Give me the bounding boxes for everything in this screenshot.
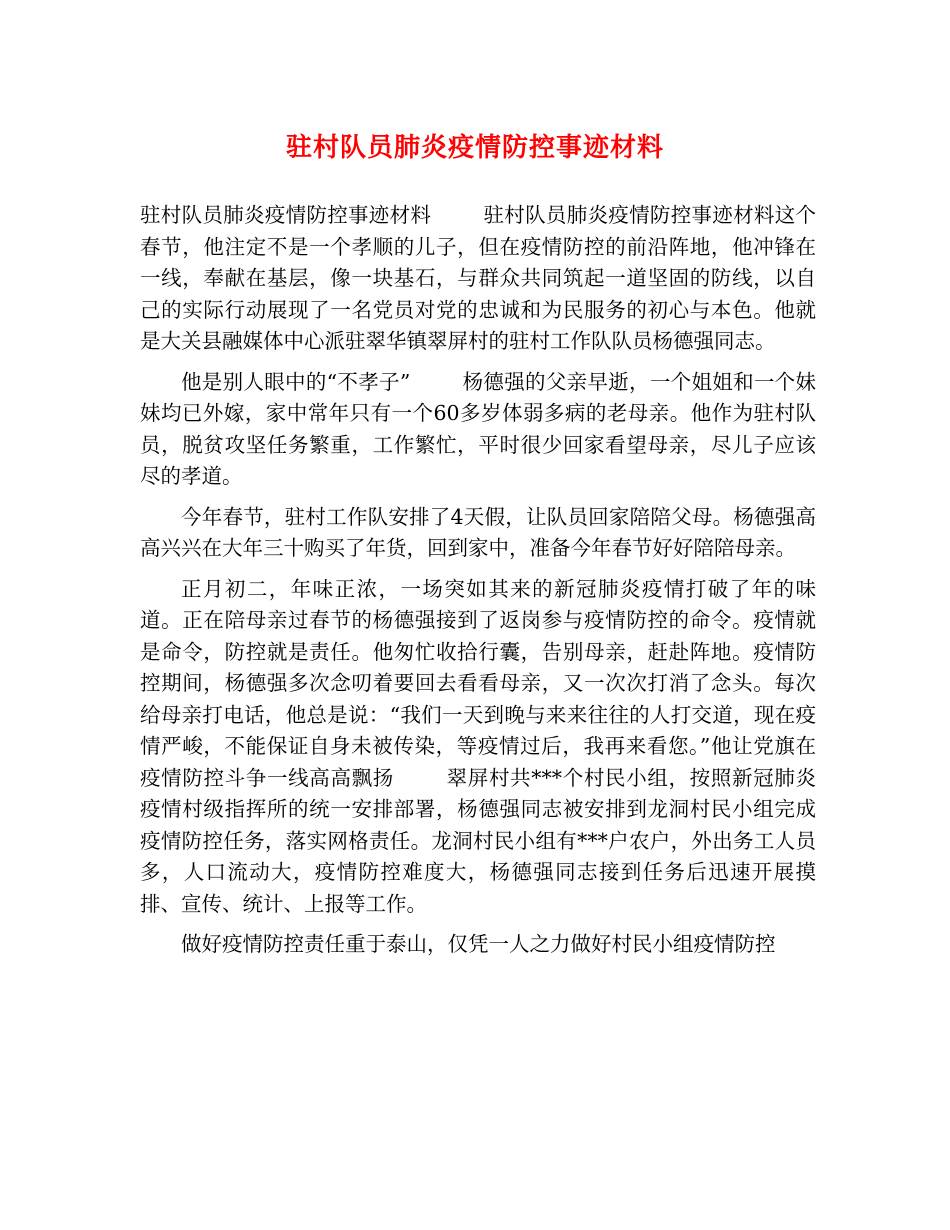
paragraph-5-heading: 他让党旗在疫情防控斗争一线高高飘扬 (140, 734, 816, 790)
paragraph-1 (140, 200, 816, 358)
paragraph-2-heading: 他是别人眼中的“不孝子” (181, 369, 411, 394)
paragraph-6 (140, 929, 816, 961)
paragraph-3 (140, 502, 816, 565)
paragraph-5-text: 翠屏村共***个村民小组，按照新冠肺炎疫情村级指挥所的统一安排部署，杨德强同志被安排到龙洞村民小组完成疫情防控任务，落实网格责任。龙洞村民小组有***户农户，外出务工人员多，人口流动大，疫情防控难度大，杨德强同志接到任务后迅速开展摸排、宣传、统计、上报等工作。 (140, 765, 817, 916)
paragraph-2-text: 杨德强的父亲早逝，一个姐姐和一个妹妹均已外嫁，家中常年只有一个60多岁体弱多病的老母亲。他作为驻村队员，脱贫攻坚任务繁重，工作繁忙，平时很少回家看望母亲，尽儿子应该尽的孝道。 (140, 369, 816, 488)
document-body (140, 200, 816, 970)
paragraph-3-text: 今年春节，驻村工作队安排了4天假，让队员回家陪陪父母。杨德强高高兴兴在大年三十购买了年货，回到家中，准备今年春节好好陪陪母亲。 (140, 504, 816, 560)
paragraph-1-heading: 驻村队员肺炎疫情防控事迹材料 (140, 203, 432, 227)
paragraph-6-text: 做好疫情防控责任重于泰山，仅凭一人之力做好村民小组疫情防控 (181, 932, 776, 956)
paragraph-4-text: 正月初二，年味正浓，一场突如其来的新冠肺炎疫情打破了年的味道。正在陪母亲过春节的杨德强接到了返岗参与疫情防控的命令。疫情就是命令，防控就是责任。他匆忙收拾行囊，告别母亲，赶赴阵地。疫情防控期间，杨德强多次念叨着要回去看看母亲，又一次次打消了念头。每次给母亲打电话，他总是说：“我们一天到晚与来来往往的人打交道，现在疫情严峻，不能保证自身未被传染，等疫情过后，我再来看您。” (140, 576, 816, 758)
document-title: 驻村队员肺炎疫情防控事迹材料 (285, 133, 664, 163)
paragraph-1-text: 驻村队员肺炎疫情防控事迹材料这个春节，他注定不是一个孝顺的儿子，但在疫情防控的前沿阵地，他冲锋在一线，奉献在基层，像一块基石，与群众共同筑起一道坚固的防线，以自己的实际行动展现了一名党员对党的忠诚和为民服务的初心与本色。他就是大关县融媒体中心派驻翠华镇翠屏村的驻村工作队队员杨德强同志。 (140, 203, 817, 353)
paragraph-4 (140, 574, 816, 921)
paragraph-2 (140, 367, 816, 493)
